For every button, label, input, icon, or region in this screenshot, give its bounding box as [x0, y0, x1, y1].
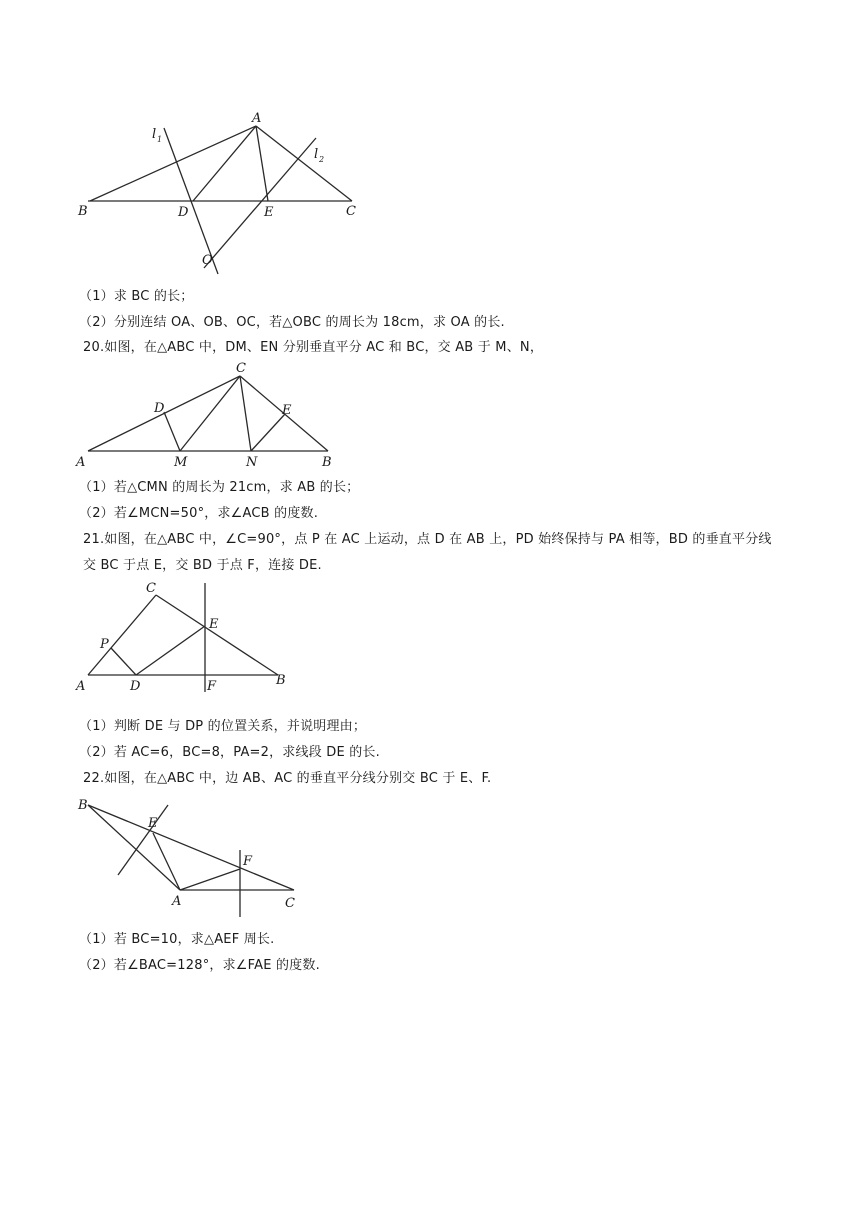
label-l2-sub: 2	[319, 155, 325, 164]
label-l1-sub: 1	[157, 135, 163, 144]
label-B: B	[322, 455, 332, 470]
label-C: C	[346, 204, 356, 219]
label-D: D	[130, 679, 141, 694]
label-M: M	[174, 455, 188, 470]
figure-19	[60, 100, 380, 280]
label-D: D	[154, 401, 165, 416]
label-A: A	[76, 679, 86, 694]
label-E: E	[148, 816, 158, 831]
label-F: F	[243, 854, 253, 869]
p21-stem: 21.如图，在△ABC 中，∠C=90°，点 P 在 AC 上运动，点 D 在 AB 上，PD 始终保持与 PA 相等，BD 的垂直平分线交 BC 于点 E，交 BD 于点 F，连接 DE.	[83, 532, 772, 573]
label-O: O	[202, 253, 213, 268]
label-E: E	[264, 205, 274, 220]
label-B: B	[276, 673, 286, 688]
label-l1: l	[152, 127, 157, 142]
label-C: C	[236, 361, 246, 376]
label-C: C	[146, 581, 156, 596]
label-C: C	[285, 896, 295, 911]
p19-question-2: （2）分别连结 OA、OB、OC，若△OBC 的周长为 18cm，求 OA 的长.	[79, 315, 505, 330]
label-B: B	[78, 798, 88, 813]
label-N: N	[246, 455, 258, 470]
figure-22	[60, 795, 320, 920]
label-A: A	[76, 455, 86, 470]
p22-question-1: （1）若 BC=10，求△AEF 周长.	[79, 932, 275, 947]
label-B: B	[78, 204, 88, 219]
label-l2: l	[314, 147, 319, 162]
label-F: F	[207, 679, 217, 694]
label-D: D	[178, 205, 189, 220]
label-A: A	[172, 894, 182, 909]
label-A: A	[252, 111, 262, 126]
label-E: E	[209, 617, 219, 632]
p21-question-1: （1）判断 DE 与 DP 的位置关系，并说明理由；	[79, 719, 367, 734]
label-P: P	[100, 637, 109, 652]
p21-question-2: （2）若 AC=6，BC=8，PA=2，求线段 DE 的长.	[79, 745, 380, 760]
figure-21	[60, 580, 320, 695]
p20-stem: 20.如图，在△ABC 中，DM、EN 分别垂直平分 AC 和 BC，交 AB 于 M、N，	[83, 340, 544, 355]
p20-question-2: （2）若∠MCN=50°，求∠ACB 的度数.	[79, 506, 319, 521]
p19-question-1: （1）求 BC 的长；	[79, 289, 194, 304]
label-E: E	[282, 403, 292, 418]
p20-question-1: （1）若△CMN 的周长为 21cm，求 AB 的长；	[79, 480, 360, 495]
p22-stem: 22.如图，在△ABC 中，边 AB、AC 的垂直平分线分别交 BC 于 E、F.	[83, 771, 492, 786]
p22-question-2: （2）若∠BAC=128°，求∠FAE 的度数.	[79, 958, 320, 973]
figure-20	[60, 360, 360, 475]
